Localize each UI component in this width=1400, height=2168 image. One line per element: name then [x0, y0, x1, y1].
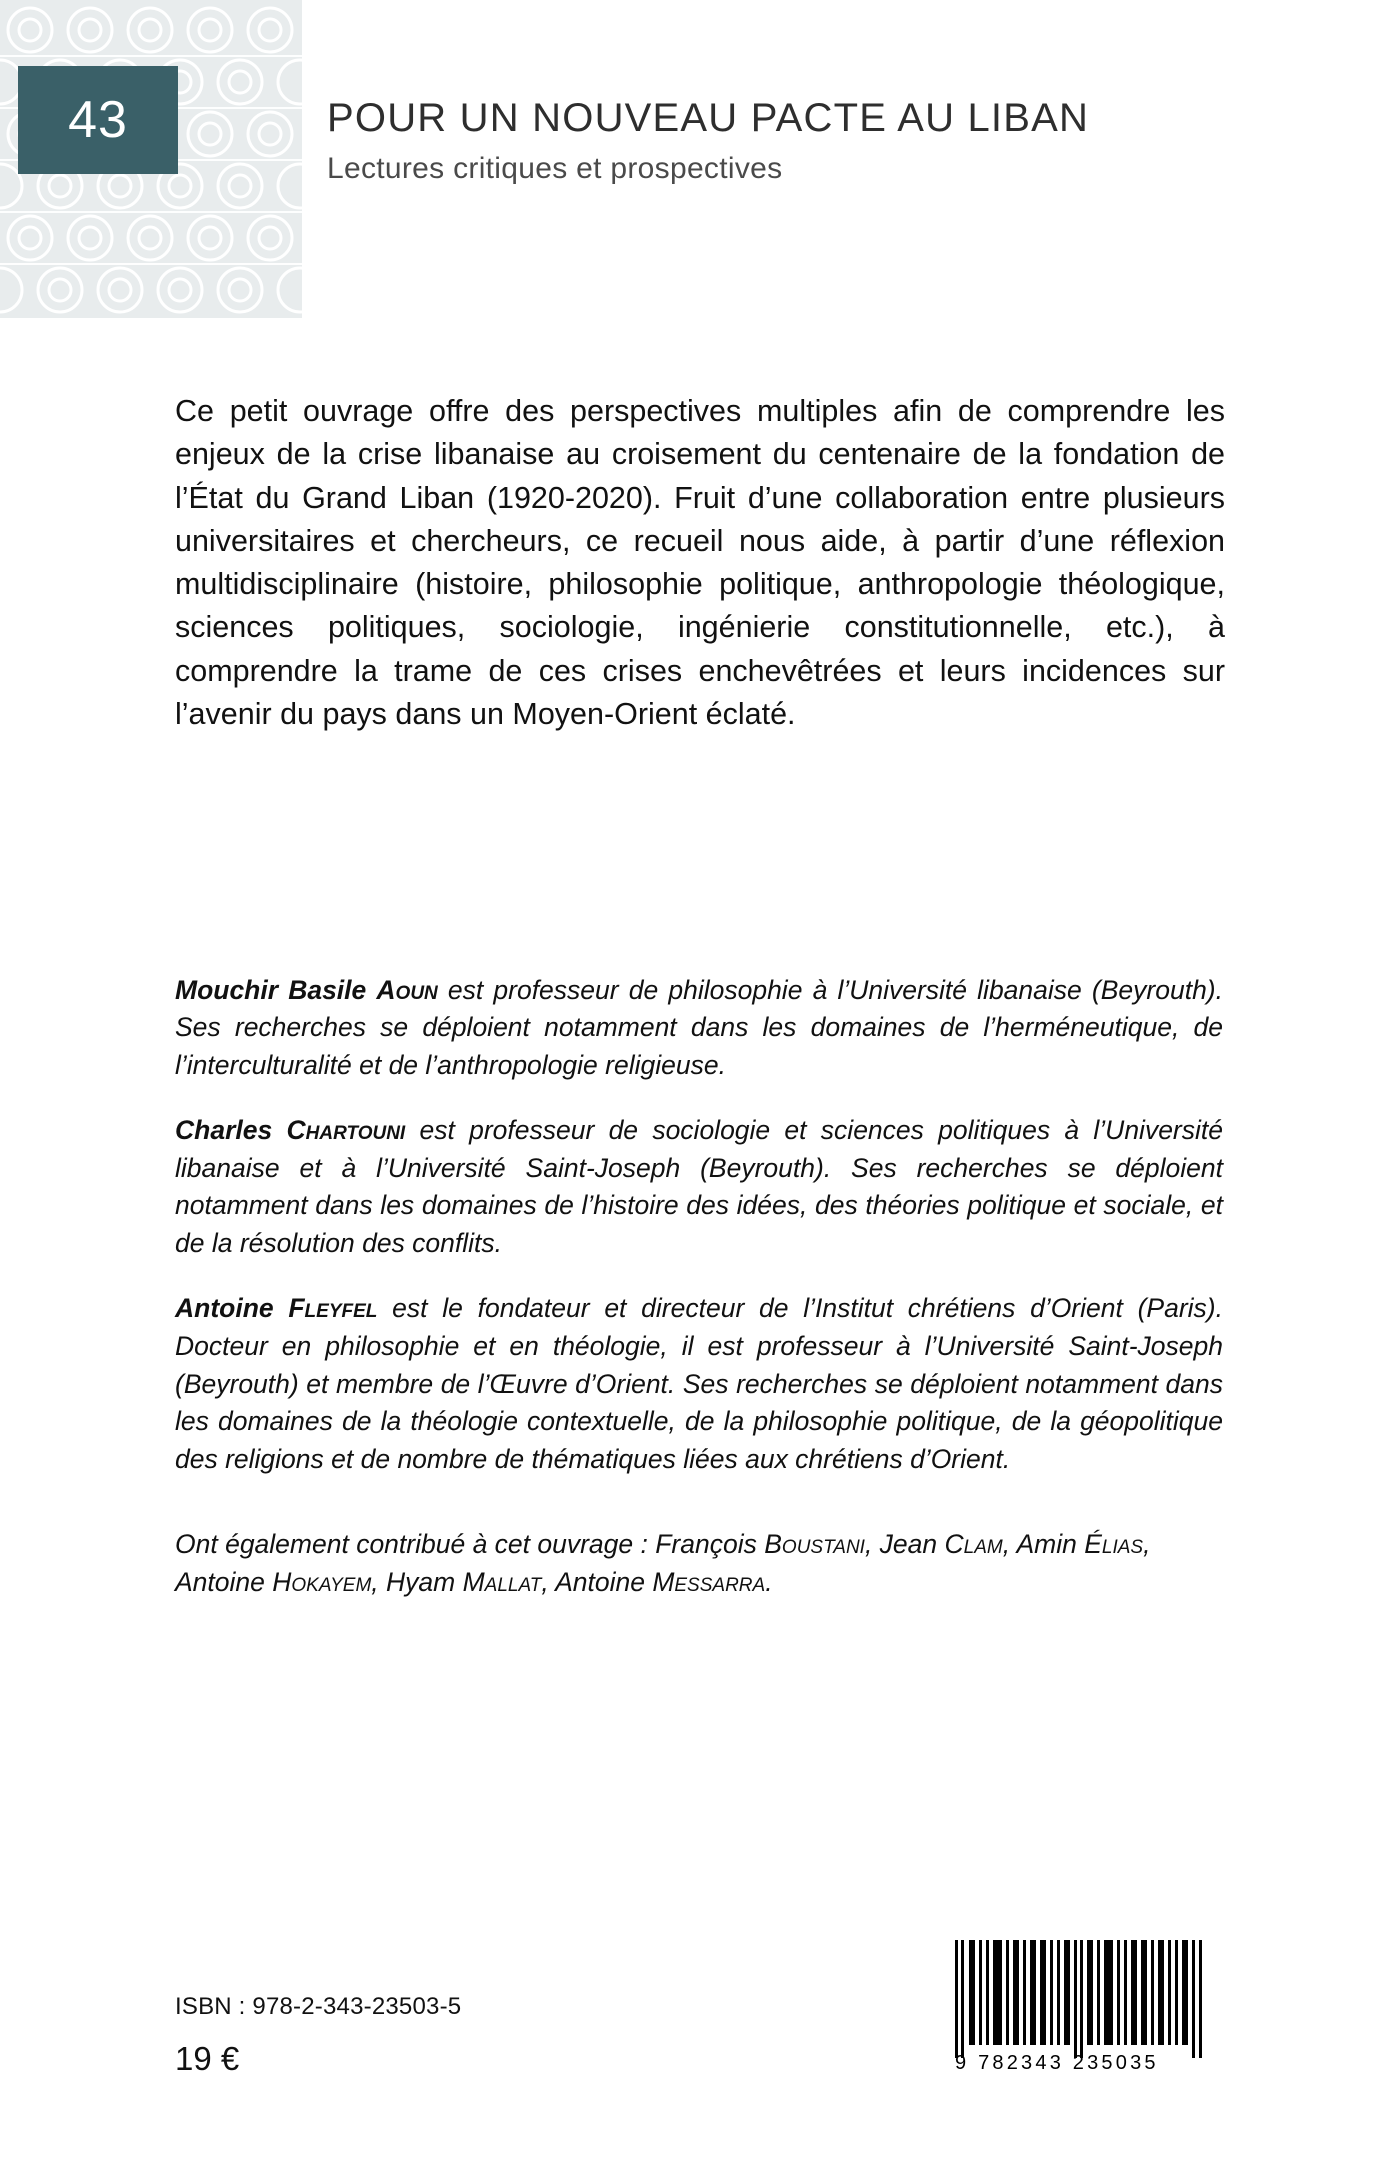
author-bio-text: est le fondateur et directeur de l’Institut chrétiens d’Orient (Paris). Docteur en philosophie et en théologie, il est professeur à l’Université Saint-Joseph (Beyrouth) et membre de l’Œuvre d’Orient. Ses recherches se déploient notamment dans les domaines de la théologie contextuelle, de la philosophie politique, de la géopolitique des religions et de nombre de thématiques liées aux chrétiens d’Orient.: [175, 1292, 1223, 1475]
contributors-separator: , Hyam: [371, 1567, 463, 1598]
author-last-name: Chartouni: [286, 1114, 406, 1145]
contributor-last-name: Clam: [944, 1529, 1003, 1559]
title-block: [327, 96, 1267, 186]
contributors-separator: , Antoine: [541, 1567, 653, 1598]
author-bio: [175, 972, 1223, 1086]
isbn-text: ISBN : 978-2-343-23503-5: [175, 1993, 462, 2020]
author-bio: [175, 1112, 1223, 1264]
author-last-name: Aoun: [376, 974, 438, 1005]
author-bio-text: est professeur de sociologie et sciences politiques à l’Université libanaise et à l’Université Saint-Joseph (Beyrouth). Ses recherches se déploient notamment dans les domaines de l’histoire des idées, des théories politique et sociale, et de la résolution des conflits.: [175, 1114, 1223, 1259]
contributor-last-name: Messarra: [652, 1567, 766, 1598]
author-last-name: Fleyfel: [288, 1292, 378, 1323]
author-bios: [175, 945, 1223, 1479]
ean13-barcode: [955, 1940, 1205, 2090]
barcode-bars: [955, 1940, 1205, 2058]
author-bio-text: est professeur de philosophie à l’Université libanaise (Beyrouth). Ses recherches se déploient notamment dans les domaines de l’herméneutique, de l’interculturalité et de l’anthropologie religieuse.: [175, 974, 1223, 1081]
contributor-last-name: Boustani: [764, 1529, 865, 1559]
contributor-last-name: Mallat: [462, 1567, 542, 1598]
cover-header: [0, 0, 1400, 318]
contributors-note: [175, 1525, 1223, 1602]
contributors-separator: , Amin: [1002, 1529, 1085, 1559]
author-first-name: Antoine: [175, 1292, 289, 1323]
contributor-first-name: François: [655, 1529, 765, 1559]
author-bio: [175, 1290, 1223, 1479]
contributor-last-name: Élias: [1084, 1529, 1144, 1559]
contributors-intro: Ont également contribué à cet ouvrage :: [175, 1529, 656, 1559]
contributors-separator: .: [765, 1567, 773, 1598]
author-first-name: Charles: [175, 1114, 287, 1145]
series-number: 43: [68, 91, 128, 149]
contributor-first-name: Antoine: [175, 1567, 273, 1598]
book-title: POUR UN NOUVEAU PACTE AU LIBAN: [327, 96, 1090, 140]
series-number-badge: [18, 66, 178, 174]
contributor-last-name: Hokayem: [272, 1567, 372, 1598]
price-text: 19 €: [175, 2040, 240, 2077]
back-cover-blurb: Ce petit ouvrage offre des perspectives multiples afin de comprendre les enjeux de la crise libanaise au croisement du centenaire de la fondation de l’État du Grand Liban (1920-2020). Fruit d’une collaboration entre plusieurs universitaires et chercheurs, ce recueil nous aide, à partir d’une réflexion multidisciplinaire (histoire, philosophie politique, anthropologie théologique, sciences politiques, sociologie, ingénierie constitutionnelle, etc.), à comprendre la trame de ces crises enchevêtrées et leurs incidences sur l’avenir du pays dans un Moyen-Orient éclaté.: [175, 394, 1225, 732]
book-subtitle: Lectures critiques et prospectives: [327, 152, 783, 185]
contributors-separator: ,: [1143, 1529, 1151, 1559]
barcode-digits: 9 782343 235035: [955, 2052, 1159, 2074]
author-first-name: Mouchir Basile: [175, 974, 377, 1005]
contributors-separator: , Jean: [864, 1529, 945, 1559]
